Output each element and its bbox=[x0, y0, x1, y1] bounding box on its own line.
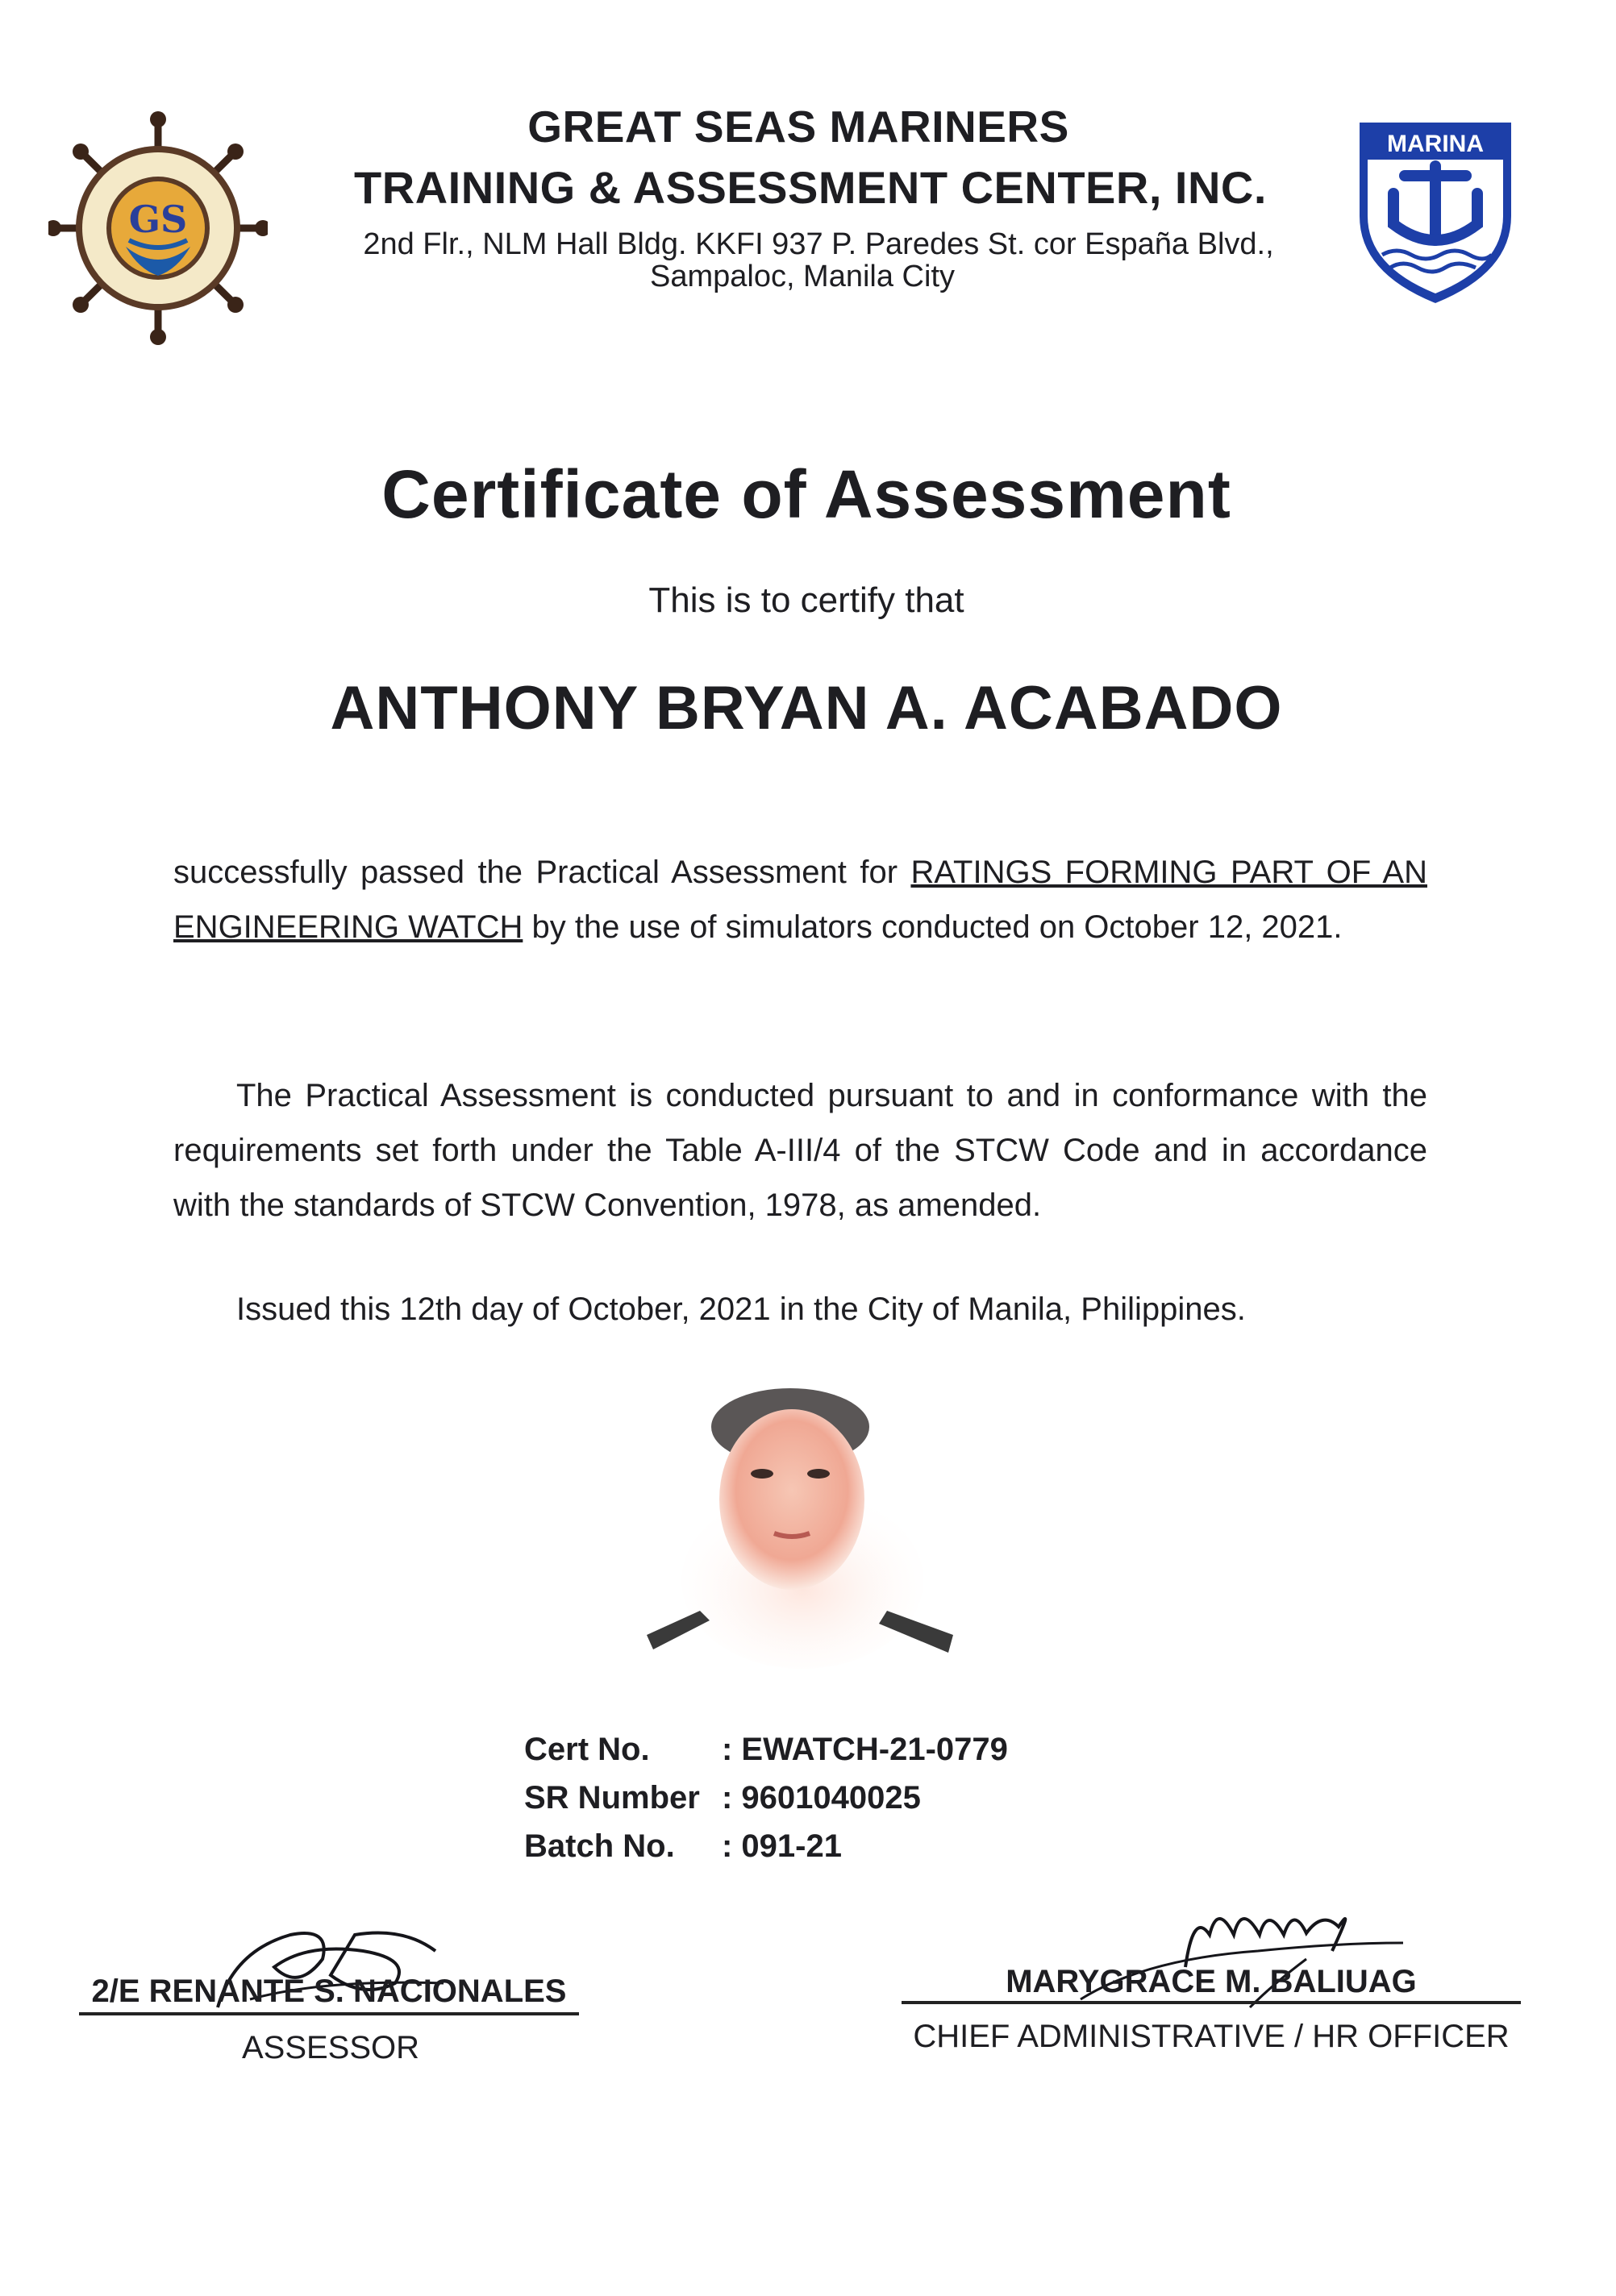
assessment-paragraph bbox=[173, 845, 1427, 955]
issued-paragraph: Issued this 12th day of October, 2021 in the City of Manila, Philippines. bbox=[236, 1292, 1246, 1327]
id-photo-icon bbox=[637, 1379, 968, 1677]
officer-name: MARYGRACE M. BALIUAG bbox=[1006, 1964, 1417, 1999]
assessor-name: 2/E RENANTE S. NACIONALES bbox=[91, 1974, 567, 2009]
org-name-line1: GREAT SEAS MARINERS bbox=[527, 102, 1069, 152]
address-line2: Sampaloc, Manila City bbox=[649, 260, 956, 293]
sr-number-label: SR Number bbox=[524, 1780, 700, 1816]
assessor-role: ASSESSOR bbox=[241, 2030, 420, 2065]
cert-no-value: : EWATCH-21-0779 bbox=[722, 1732, 1008, 1767]
certify-line: This is to certify that bbox=[648, 580, 964, 620]
sr-number-value: : 9601040025 bbox=[722, 1780, 921, 1816]
address-line1: 2nd Flr., NLM Hall Bldg. KKFI 937 P. Paredes St. cor España Blvd., bbox=[363, 227, 1274, 261]
conformance-paragraph: The Practical Assessment is conducted pursuant to and in conformance with the requirements set forth under the Table A-III/4 of the STCW Code and in accordance with the standards of STCW Convention, 1978, as amended. bbox=[173, 1078, 1427, 1223]
cert-no-row bbox=[524, 1732, 1008, 1780]
p1-after: by the use of simulators conducted on October 12, 2021. bbox=[523, 909, 1343, 945]
batch-no-label: Batch No. bbox=[524, 1828, 675, 1864]
recipient-name: ANTHONY BRYAN A. ACABADO bbox=[330, 674, 1283, 742]
svg-text:GS: GS bbox=[128, 198, 188, 241]
officer-role: CHIEF ADMINISTRATIVE / HR OFFICER bbox=[913, 2019, 1510, 2054]
cert-details bbox=[524, 1732, 1008, 1877]
sr-number-row bbox=[524, 1780, 1008, 1828]
assessor-signature-line bbox=[79, 2012, 579, 2015]
batch-no-value: : 091-21 bbox=[722, 1828, 842, 1864]
p1-before: successfully passed the Practical Assessment for bbox=[173, 855, 911, 890]
svg-text:MARINA: MARINA bbox=[1387, 131, 1484, 157]
org-name-line2: TRAINING & ASSESSMENT CENTER, INC. bbox=[354, 162, 1267, 213]
ship-wheel-logo-icon bbox=[48, 111, 268, 345]
cert-no-label: Cert No. bbox=[524, 1732, 650, 1767]
batch-no-row bbox=[524, 1828, 1008, 1877]
course-name: RATINGS FORMING PART OF AN ENGINEERING WATCH bbox=[173, 855, 1427, 945]
marina-shield-logo-icon bbox=[1355, 119, 1516, 306]
certificate-title: Certificate of Assessment bbox=[381, 456, 1231, 532]
officer-signature-line bbox=[902, 2001, 1521, 2004]
